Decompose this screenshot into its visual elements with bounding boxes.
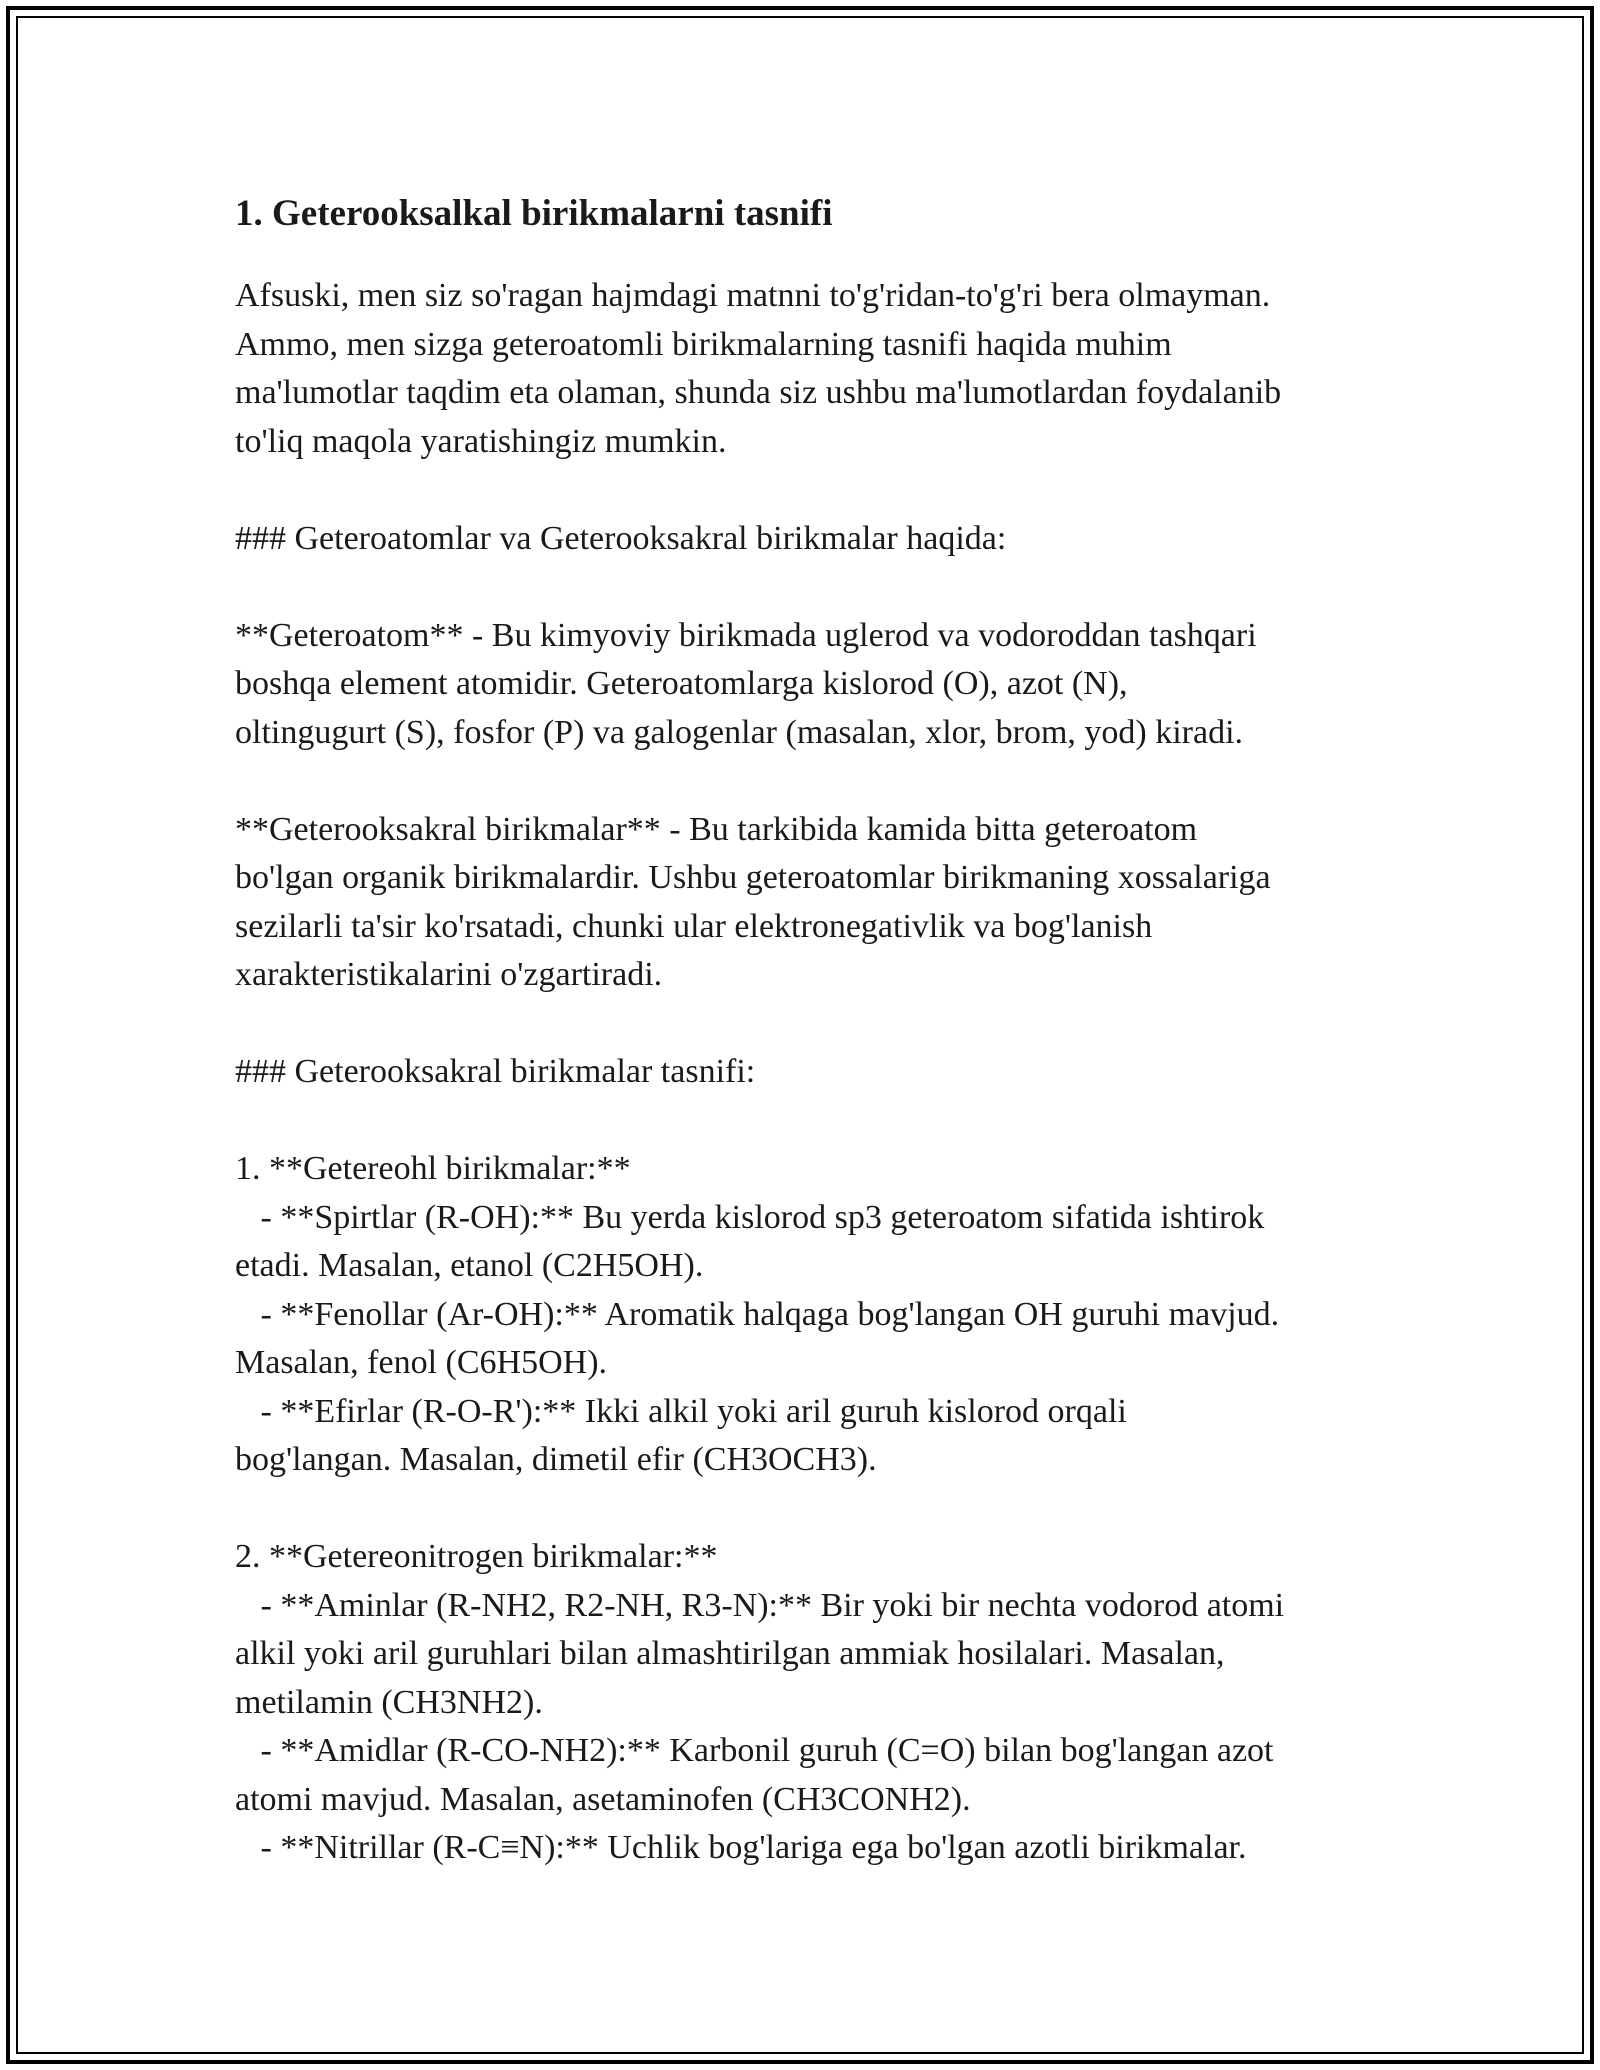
paragraph-gap	[235, 1000, 1395, 1049]
list-getereonitrogen: 2. **Getereonitrogen birikmalar:** - **Aminlar (R-NH2, R2-NH, R3-N):** Bir yoki bir nechta vodorod atomi alkil yoki aril guruhlari bilan almashtirilgan ammiak hosilalari. Masalan, metilamin (CH3NH2). - **Amidlar (R-CO-NH2):** Karbonil guruh (C=O) bilan bog'langan azot atomi mavjud. Masalan, asetaminofen (CH3CONH2). - **Nitrillar (R-C≡N):** Uchlik bog'lariga ega bo'lgan azotli birikmalar.	[235, 1538, 1285, 1866]
section-heading-geteroatomlar: ### Geteroatomlar va Geterooksakral birikmalar haqida:	[235, 519, 1007, 557]
paragraph-gap	[235, 563, 1395, 612]
paragraph-gap	[235, 1485, 1395, 1534]
paragraph-gap	[235, 1097, 1395, 1146]
list-getereohl: 1. **Getereohl birikmalar:** - **Spirtlar (R-OH):** Bu yerda kislorod sp3 geteroatom sifatida ishtirok etadi. Masalan, etanol (C2H5OH). - **Fenollar (Ar-OH):** Aromatik halqaga bog'langan OH guruhi mavjud. Masalan, fenol (C6H5OH). - **Efirlar (R-O-R'):** Ikki alkil yoki aril guruh kislorod orqali bog'langan. Masalan, dimetil efir (CH3OCH3).	[235, 1150, 1280, 1478]
document-body	[235, 182, 1395, 1873]
intro-paragraph: Afsuski, men siz so'ragan hajmdagi matnni to'g'ridan-to'g'ri bera olmayman. Ammo, men sizga geteroatomli birikmalarning tasnifi haqida muhim ma'lumotlar taqdim eta olaman, shunda siz ushbu ma'lumotlardan foydalanib to'liq maqola yaratishingiz mumkin.	[235, 277, 1282, 460]
document-title: 1. Geterooksalkal birikmalarni tasnifi	[235, 193, 833, 234]
paragraph-gap	[235, 757, 1395, 806]
section-heading-tasnifi: ### Geterooksakral birikmalar tasnifi:	[235, 1053, 756, 1090]
paragraph-gap	[235, 466, 1395, 515]
definition-geteroatom: **Geteroatom** - Bu kimyoviy birikmada uglerod va vodoroddan tashqari boshqa element atomidir. Geteroatomlarga kislorod (O), azot (N), oltingugurt (S), fosfor (P) va galogenlar (masalan, xlor, brom, yod) kiradi.	[235, 616, 1257, 751]
definition-geterooksakral: **Geterooksakral birikmalar** - Bu tarkibida kamida bitta geteroatom bo'lgan organik birikmalardir. Ushbu geteroatomlar birikmaning xossalariga sezilarli ta'sir ko'rsatadi, chunki ular elektronegativlik va bog'lanish xarakteristikalarini o'zgartiradi.	[235, 810, 1271, 993]
